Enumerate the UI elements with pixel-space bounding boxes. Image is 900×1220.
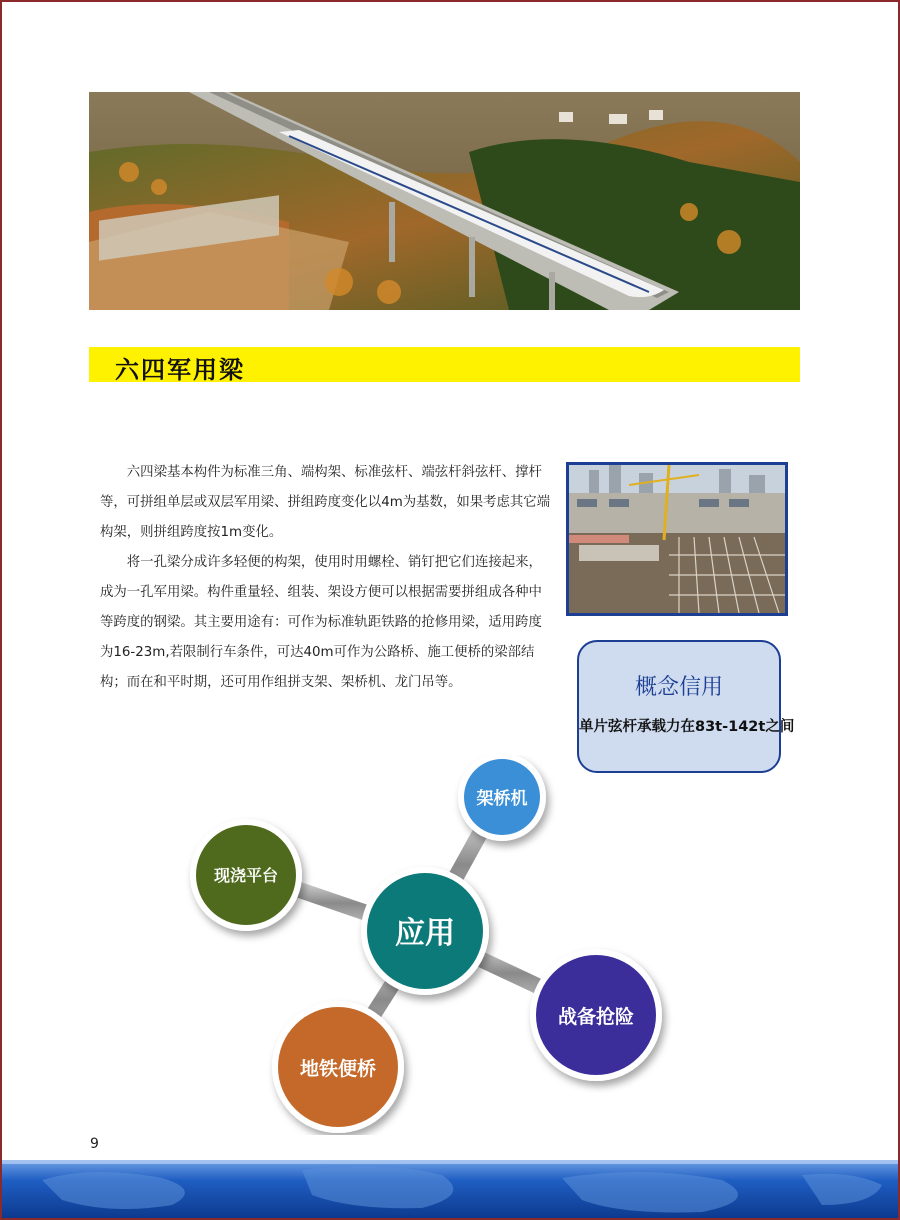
hub-diagram-svg bbox=[180, 755, 700, 1135]
node-left-label: 现浇平台 bbox=[213, 866, 279, 885]
page-number: 9 bbox=[90, 1136, 99, 1152]
construction-site-photo bbox=[566, 462, 788, 616]
body-text bbox=[100, 458, 552, 698]
application-diagram bbox=[180, 755, 700, 1135]
node-top-label: 架桥机 bbox=[476, 789, 528, 809]
concept-callout bbox=[577, 640, 795, 773]
section-title: 六四军用梁 bbox=[115, 356, 245, 384]
concept-title: 概念信用 bbox=[634, 675, 723, 700]
paragraph-1: 六四梁基本构件为标准三角、端构架、标准弦杆、端弦杆斜弦杆、撑杆等，可拼组单层或双层军用梁、拼组跨度变化以4m为基数，如果考虑其它端构架，则拼组跨度按1m变化。 bbox=[100, 465, 551, 540]
hero-illustration bbox=[89, 92, 800, 310]
hero-photo-train-viaduct bbox=[89, 92, 800, 310]
footer-map-illustration bbox=[2, 1160, 898, 1218]
concept-text: 单片弦杆承载力在83t-142t之间 bbox=[579, 719, 795, 735]
section-banner bbox=[89, 347, 800, 382]
node-center-label: 应用 bbox=[395, 916, 455, 951]
node-bottom-label: 地铁便桥 bbox=[299, 1058, 377, 1080]
paragraph-2: 将一孔梁分成许多轻便的构架，使用时用螺栓、销钉把它们连接起来，成为一孔军用梁。构件重量轻、组装、架设方便可以根据需要拼组成各种中等跨度的钢梁。其主要用途有：可作为标准轨距铁路的抢修用梁，适用跨度为16-23m,若限制行车条件，可达40m可作为公路桥、施工便桥的梁部结构；而在和平时期，还可用作组拼支架、架桥机、龙门吊等。 bbox=[100, 555, 542, 690]
construction-illustration bbox=[569, 465, 785, 613]
node-right-label: 战备抢险 bbox=[557, 1006, 635, 1028]
footer-band bbox=[2, 1160, 898, 1218]
